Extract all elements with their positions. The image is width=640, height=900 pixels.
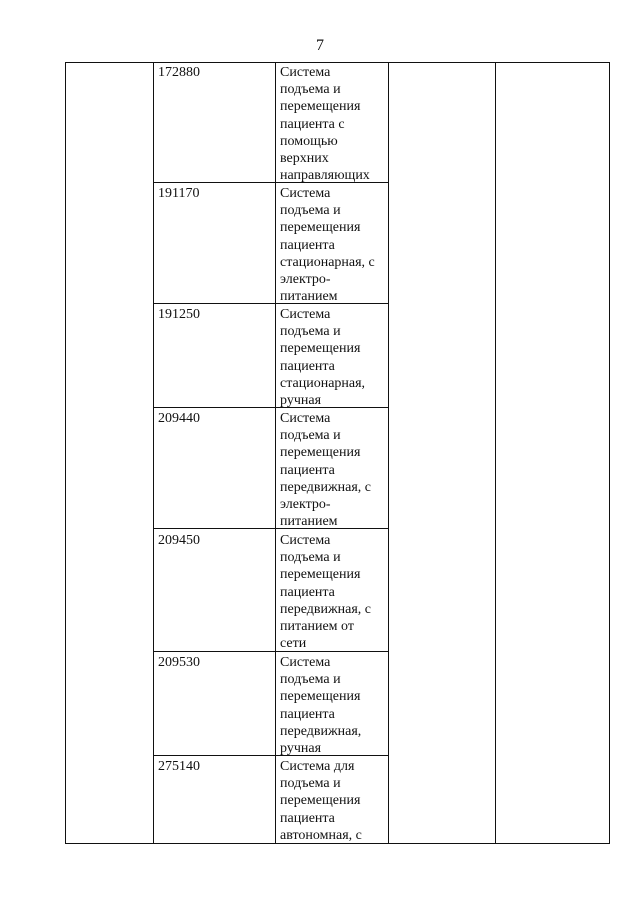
row-code: 209440 — [158, 411, 200, 426]
column-divider-4 — [495, 62, 496, 844]
row-code: 191250 — [158, 307, 200, 322]
row-name: Система подъема и перемещения пациента передвижная, ручная — [280, 655, 362, 757]
row-name: Система подъема и перемещения пациента стационарная, с электро- питанием — [280, 186, 375, 305]
row-code: 191170 — [158, 186, 200, 201]
page-number: 7 — [316, 37, 324, 54]
row-code: 209450 — [158, 533, 200, 548]
row-code: 275140 — [158, 759, 200, 774]
row-name: Система подъема и перемещения пациента передвижная, с электро- питанием — [280, 411, 371, 530]
row-code: 172880 — [158, 65, 200, 80]
row-name: Система подъема и перемещения пациента с помощью верхних направляющих — [280, 65, 370, 184]
row-name: Система подъема и перемещения пациента передвижная, с питанием от сети — [280, 533, 371, 652]
row-code: 209530 — [158, 655, 200, 670]
row-name: Система подъема и перемещения пациента стационарная, ручная — [280, 307, 366, 409]
row-name: Система для подъема и перемещения пациента автономная, с — [280, 759, 362, 843]
column-divider-3 — [388, 62, 389, 844]
